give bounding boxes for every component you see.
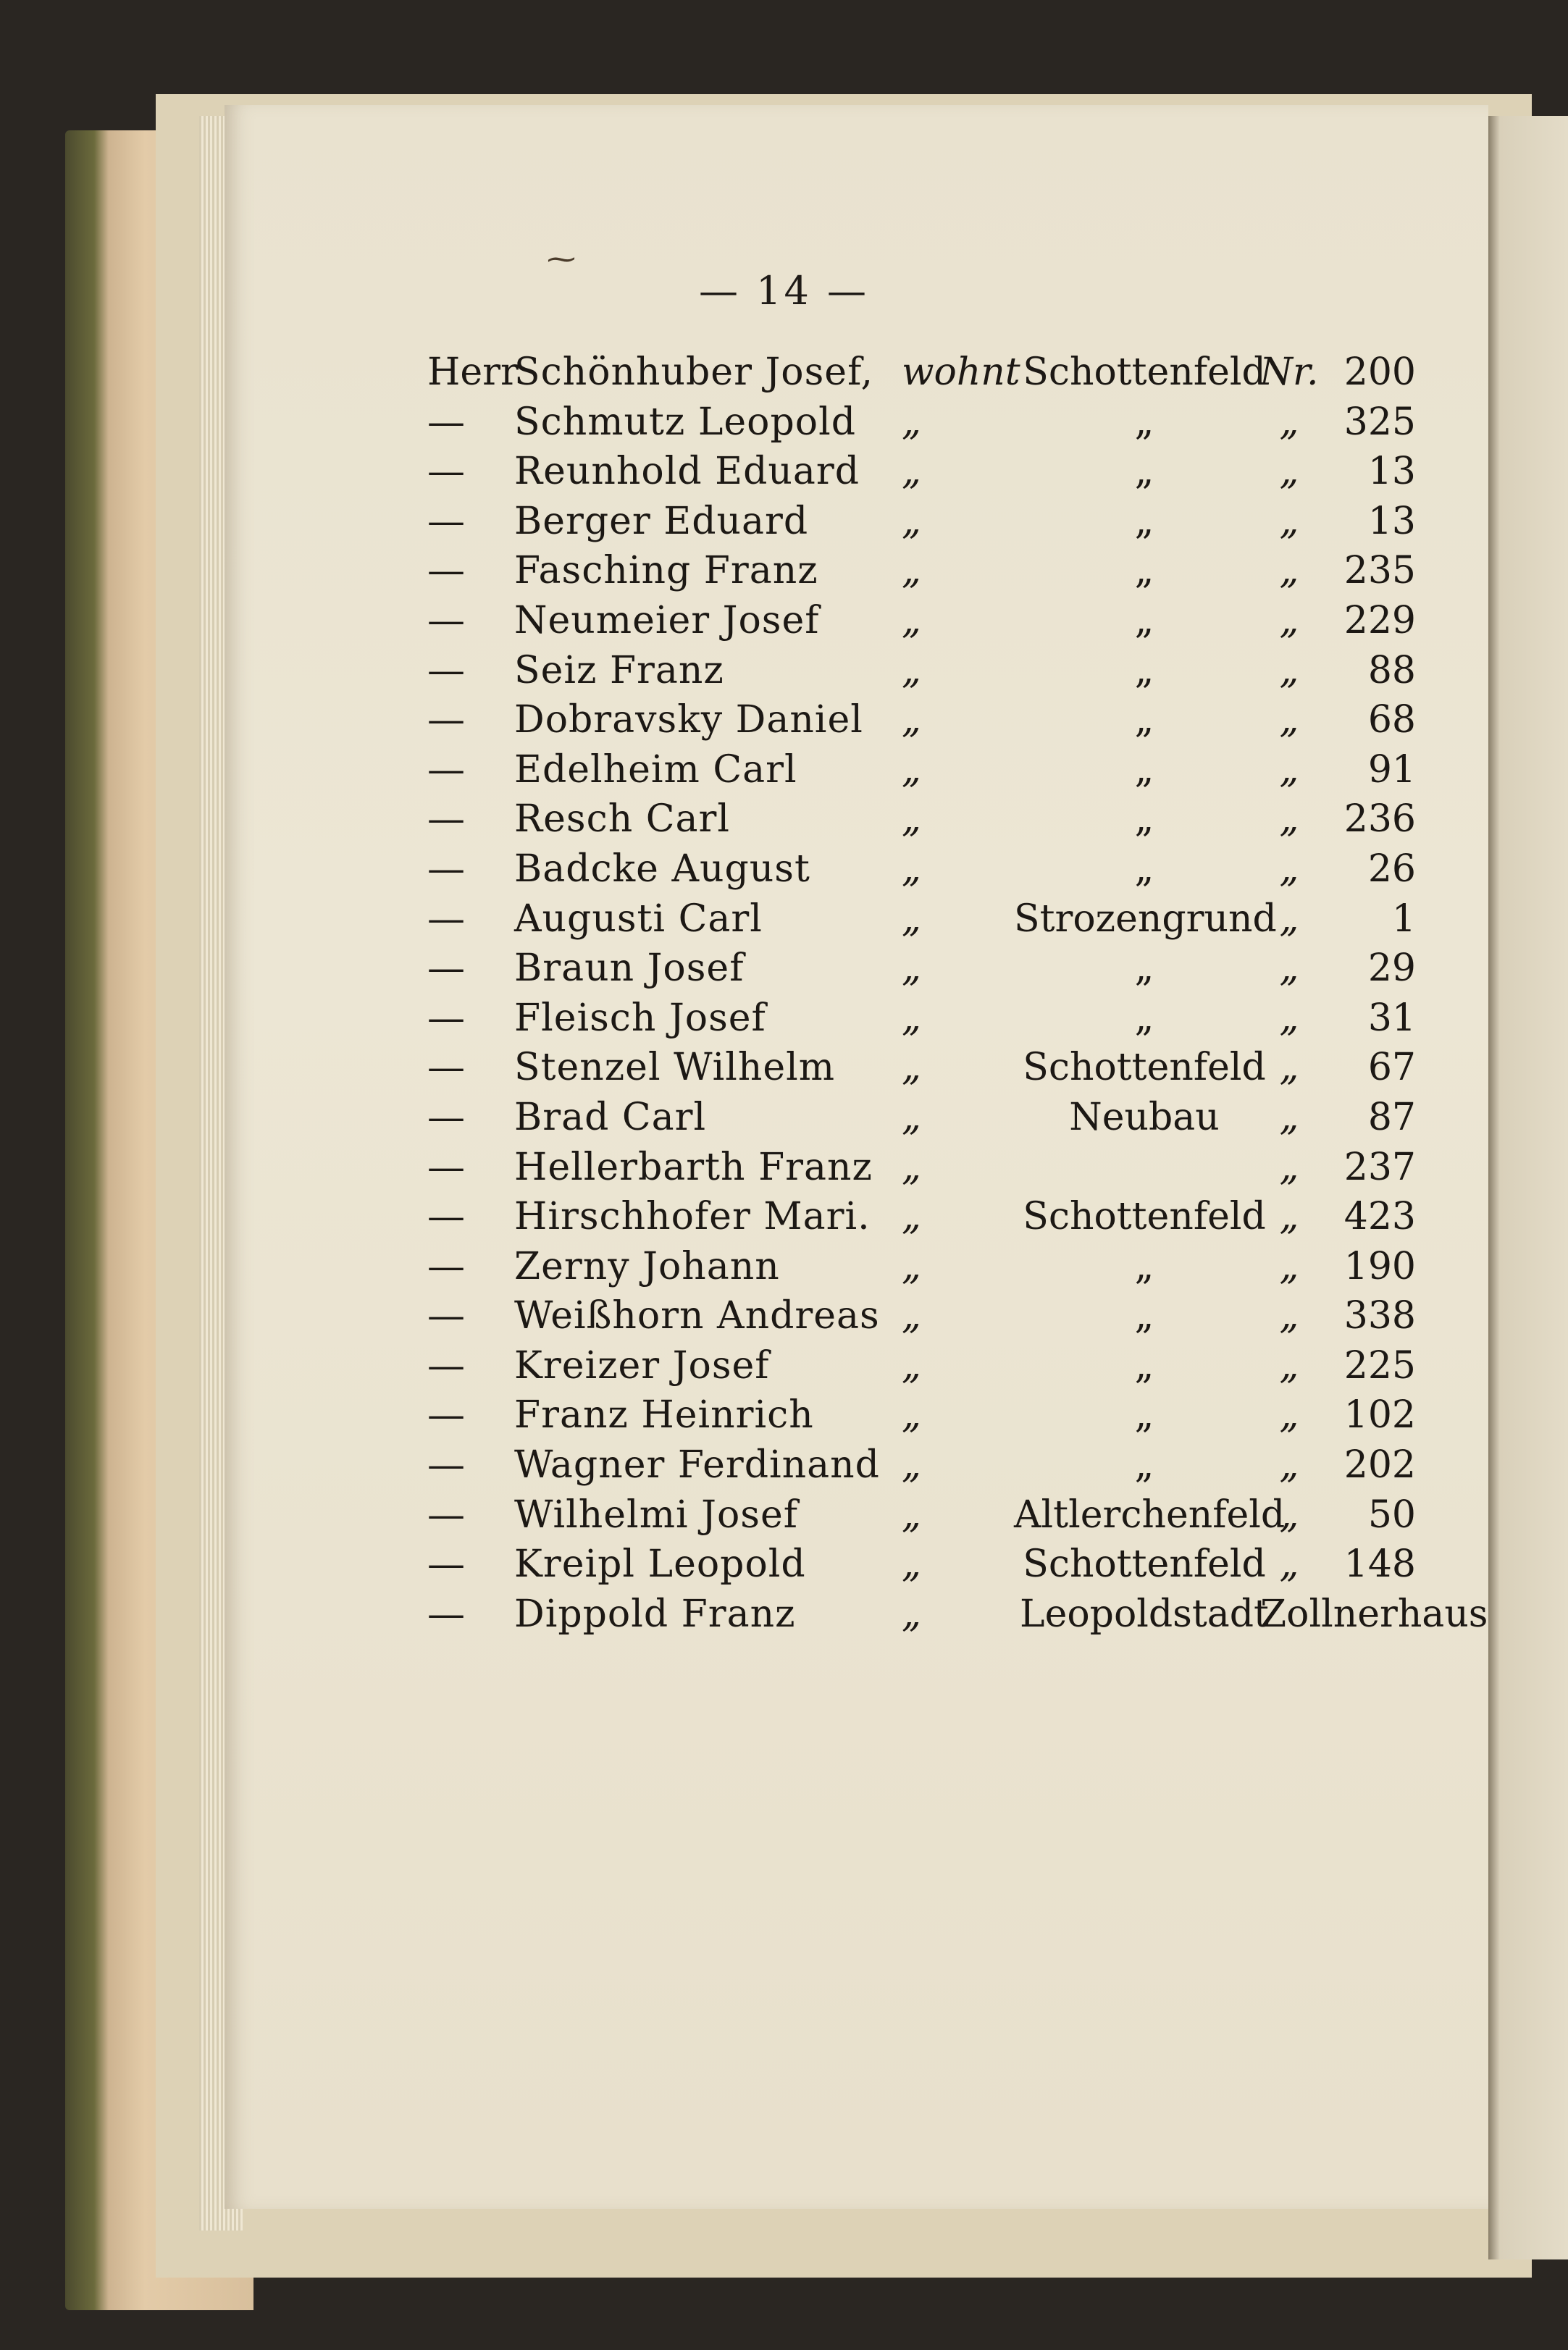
entry-verb: „ — [902, 1195, 921, 1239]
entry-prefix: — — [427, 1443, 465, 1487]
entry-nr: „ — [1279, 847, 1299, 891]
entry-name: Hirschhofer Mari. — [514, 1195, 871, 1239]
entry-verb: „ — [902, 1592, 921, 1636]
entry-district: „ — [1134, 1393, 1154, 1438]
entry-nr: „ — [1279, 648, 1299, 692]
list-item — [427, 398, 1441, 448]
entry-name: Augusti Carl — [514, 897, 763, 941]
entry-nr: „ — [1279, 1095, 1299, 1139]
entry-district: Schottenfeld — [1023, 1046, 1266, 1090]
entry-prefix: — — [427, 996, 465, 1040]
entry-number: 338 — [1343, 1294, 1416, 1338]
entry-district: „ — [1134, 698, 1154, 742]
entry-verb: „ — [902, 1443, 921, 1487]
entry-district: Schottenfeld — [1023, 351, 1266, 394]
entry-district: „ — [1134, 947, 1154, 991]
entry-number: 236 — [1343, 797, 1416, 842]
entry-district: „ — [1134, 598, 1154, 642]
entry-nr: „ — [1279, 499, 1299, 543]
entry-district: „ — [1134, 747, 1154, 792]
list-item — [427, 1093, 1441, 1143]
list-item — [427, 596, 1441, 646]
entry-nr: „ — [1279, 1543, 1299, 1587]
entry-prefix: — — [427, 400, 465, 444]
entry-number: 31 — [1367, 996, 1416, 1040]
entry-name: Hellerbarth Franz — [514, 1145, 873, 1189]
entry-name: Seiz Franz — [514, 648, 724, 692]
entry-nr: „ — [1279, 797, 1299, 842]
entry-verb: „ — [902, 450, 921, 494]
entry-number: 67 — [1367, 1046, 1416, 1090]
entry-prefix: — — [427, 1543, 465, 1587]
entry-district: „ — [1134, 499, 1154, 543]
ink-mark: ⁓ — [547, 243, 576, 276]
entry-number: 200 — [1343, 351, 1416, 394]
list-item — [427, 497, 1441, 547]
entry-nr: „ — [1279, 698, 1299, 742]
entry-district: Schottenfeld — [1023, 1195, 1266, 1239]
entry-name: Stenzel Wilhelm — [514, 1046, 836, 1090]
entry-verb: „ — [902, 897, 921, 941]
entry-verb: wohnt — [902, 351, 1020, 394]
entry-district: Leopoldstadt — [1020, 1592, 1269, 1636]
entry-verb: „ — [902, 1046, 921, 1090]
entry-number: 237 — [1343, 1145, 1416, 1189]
entry-number: 148 — [1343, 1543, 1416, 1587]
entry-verb: „ — [902, 747, 921, 792]
entry-prefix: — — [427, 1592, 465, 1636]
entry-nr: „ — [1279, 1294, 1299, 1338]
entry-district: „ — [1134, 1343, 1154, 1388]
entry-verb: „ — [902, 1244, 921, 1288]
entry-number: 91 — [1367, 747, 1416, 792]
next-page-edge — [1488, 116, 1568, 2259]
entry-verb: „ — [902, 549, 921, 593]
entry-nr: „ — [1279, 549, 1299, 593]
entry-verb: „ — [902, 847, 921, 891]
entry-number: 325 — [1343, 400, 1416, 444]
entry-verb: „ — [902, 1343, 921, 1388]
entry-district: „ — [1134, 1244, 1154, 1288]
entry-verb: „ — [902, 1145, 921, 1189]
entry-verb: „ — [902, 1493, 921, 1537]
list-item — [427, 994, 1441, 1044]
list-item — [427, 348, 1441, 398]
entry-nr: „ — [1279, 996, 1299, 1040]
entry-number: 190 — [1343, 1244, 1416, 1288]
entry-number: 88 — [1367, 648, 1416, 692]
entry-number: 50 — [1367, 1493, 1416, 1537]
entry-prefix: — — [427, 1493, 465, 1537]
entry-name: Resch Carl — [514, 797, 731, 842]
list-item — [427, 1143, 1441, 1193]
entry-number: 229 — [1343, 598, 1416, 642]
entry-name: Badcke August — [514, 847, 810, 891]
entry-prefix: — — [427, 648, 465, 692]
entry-verb: „ — [902, 1393, 921, 1438]
entry-prefix: — — [427, 1145, 465, 1189]
entry-district: „ — [1134, 400, 1154, 444]
entry-name: Weißhorn Andreas — [514, 1294, 880, 1338]
entry-nr: „ — [1279, 1244, 1299, 1288]
entry-name: Schmutz Leopold — [514, 400, 856, 444]
entry-name: Kreizer Josef — [514, 1343, 770, 1388]
entry-name: Edelheim Carl — [514, 747, 797, 792]
entry-verb: „ — [902, 400, 921, 444]
entry-number: 26 — [1367, 847, 1416, 891]
entry-district: Strozengrund — [1014, 897, 1277, 941]
entry-prefix: — — [427, 1244, 465, 1288]
entry-nr: „ — [1279, 1393, 1299, 1438]
list-item — [427, 447, 1441, 497]
entry-prefix: — — [427, 797, 465, 842]
entry-district: Schottenfeld — [1023, 1543, 1266, 1587]
entry-district: „ — [1134, 797, 1154, 842]
entry-district: „ — [1134, 549, 1154, 593]
list-item — [427, 894, 1441, 944]
entry-nr: „ — [1279, 947, 1299, 991]
entry-nr: „ — [1279, 747, 1299, 792]
entry-name: Dobravsky Daniel — [514, 698, 863, 742]
entry-prefix: — — [427, 1393, 465, 1438]
entry-district: „ — [1134, 1443, 1154, 1487]
entry-name: Berger Eduard — [514, 499, 809, 543]
entry-nr: „ — [1279, 897, 1299, 941]
entry-nr: „ — [1279, 1493, 1299, 1537]
entry-verb: „ — [902, 698, 921, 742]
entry-name: Neumeier Josef — [514, 598, 820, 642]
entry-name: Reunhold Eduard — [514, 450, 860, 494]
entry-nr: „ — [1279, 1443, 1299, 1487]
entry-nr: „ — [1279, 598, 1299, 642]
entry-prefix: — — [427, 698, 465, 742]
entry-nr: „ — [1279, 450, 1299, 494]
entry-verb: „ — [902, 648, 921, 692]
list-item — [427, 695, 1441, 745]
entry-verb: „ — [902, 797, 921, 842]
list-item — [427, 944, 1441, 994]
entry-verb: „ — [902, 499, 921, 543]
entry-nr: „ — [1279, 400, 1299, 444]
entry-number: 202 — [1343, 1443, 1416, 1487]
resident-list — [427, 348, 1488, 1639]
entry-verb: „ — [902, 598, 921, 642]
list-item — [427, 1390, 1441, 1440]
entry-prefix: — — [427, 747, 465, 792]
entry-name: Zerny Johann — [514, 1244, 780, 1288]
entry-district: „ — [1134, 847, 1154, 891]
entry-name: Fasching Franz — [514, 549, 818, 593]
entry-number: 68 — [1367, 698, 1416, 742]
entry-prefix: — — [427, 598, 465, 642]
entry-number: 225 — [1343, 1343, 1416, 1388]
entry-prefix: — — [427, 947, 465, 991]
entry-prefix: — — [427, 1294, 465, 1338]
entry-nr: „ — [1279, 1195, 1299, 1239]
entry-name: Schönhuber Josef, — [514, 351, 873, 394]
entry-number: 29 — [1367, 947, 1416, 991]
entry-nr: „ — [1279, 1343, 1299, 1388]
entry-district: Altlerchenfeld — [1014, 1493, 1286, 1537]
entry-number: 102 — [1343, 1393, 1416, 1438]
entry-prefix: — — [427, 847, 465, 891]
entry-nr: „ — [1279, 1046, 1299, 1090]
list-item — [427, 844, 1441, 894]
entry-name: Braun Josef — [514, 947, 745, 991]
entry-number: 13 — [1367, 450, 1416, 494]
entry-name: Dippold Franz — [514, 1592, 796, 1636]
entry-name: Fleisch Josef — [514, 996, 766, 1040]
entry-prefix: — — [427, 1046, 465, 1090]
list-item — [427, 1242, 1441, 1292]
entry-number: Zollnerhaus — [1260, 1592, 1488, 1636]
entry-name: Brad Carl — [514, 1095, 707, 1139]
list-item — [427, 1291, 1441, 1341]
page-number: — 14 — — [698, 268, 870, 314]
entry-name: Wilhelmi Josef — [514, 1493, 799, 1537]
entry-number: 1 — [1391, 897, 1416, 941]
entry-district: „ — [1134, 648, 1154, 692]
list-item — [427, 1540, 1441, 1590]
entry-prefix: — — [427, 1095, 465, 1139]
entry-district: „ — [1134, 996, 1154, 1040]
entry-number: 235 — [1343, 549, 1416, 593]
list-item — [427, 1192, 1441, 1242]
entry-name: Wagner Ferdinand — [514, 1443, 880, 1487]
entry-verb: „ — [902, 1095, 921, 1139]
list-item — [427, 646, 1441, 696]
list-item — [427, 546, 1441, 596]
entry-prefix: — — [427, 897, 465, 941]
entry-prefix: — — [427, 1343, 465, 1388]
entry-district: „ — [1134, 1294, 1154, 1338]
entry-verb: „ — [902, 1543, 921, 1587]
list-item — [427, 1490, 1441, 1540]
entry-prefix: — — [427, 549, 465, 593]
list-item — [427, 794, 1441, 844]
entry-nr: „ — [1279, 1145, 1299, 1189]
entry-prefix: — — [427, 499, 465, 543]
entry-nr: Nr. — [1259, 351, 1319, 394]
entry-prefix: Herr — [427, 351, 519, 394]
entry-prefix: — — [427, 1195, 465, 1239]
list-item — [427, 745, 1441, 795]
entry-district: Neubau — [1069, 1095, 1220, 1139]
list-item — [427, 1341, 1441, 1391]
entry-name: Franz Heinrich — [514, 1393, 814, 1438]
entry-number: 13 — [1367, 499, 1416, 543]
list-item — [427, 1440, 1441, 1490]
list-item — [427, 1590, 1488, 1640]
entry-prefix: — — [427, 450, 465, 494]
entry-name: Kreipl Leopold — [514, 1543, 806, 1587]
list-item — [427, 1043, 1441, 1093]
entry-verb: „ — [902, 996, 921, 1040]
entry-district: „ — [1134, 450, 1154, 494]
entry-number: 87 — [1367, 1095, 1416, 1139]
entry-verb: „ — [902, 1294, 921, 1338]
entry-number: 423 — [1343, 1195, 1416, 1239]
entry-verb: „ — [902, 947, 921, 991]
